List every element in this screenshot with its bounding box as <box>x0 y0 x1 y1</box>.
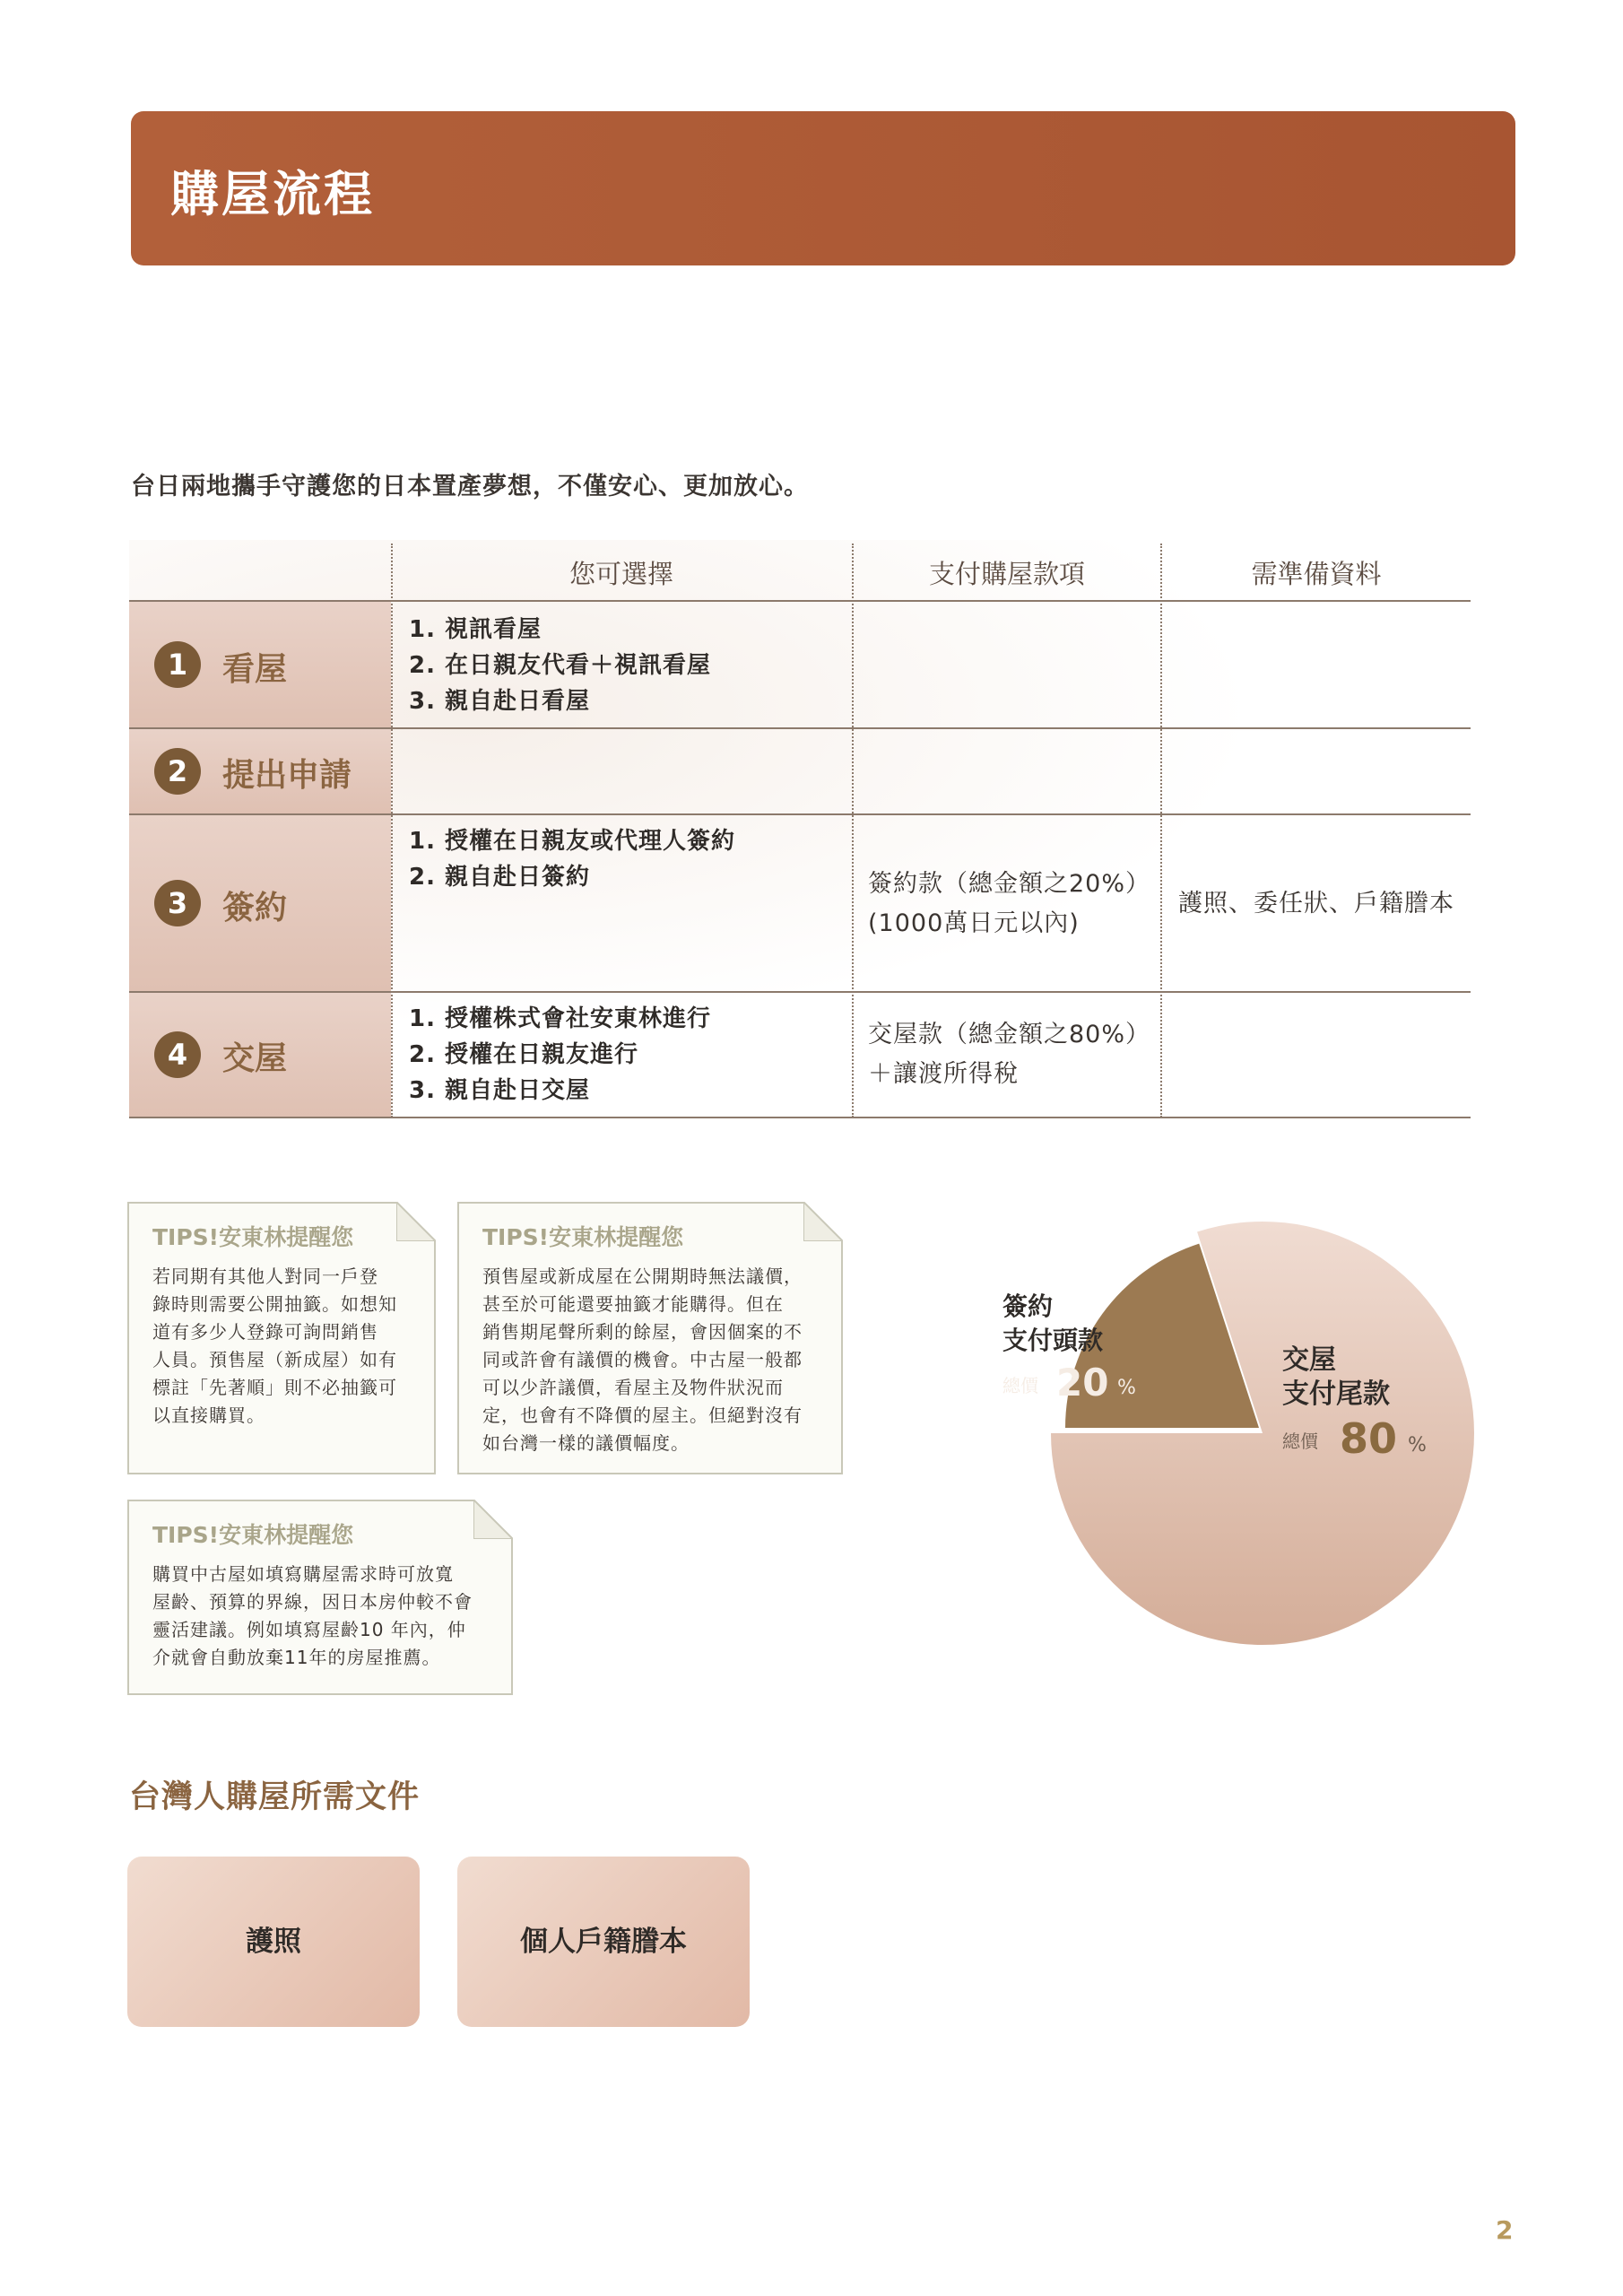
payment-line: ＋讓渡所得稅 <box>868 1060 1019 1088</box>
tip-line: 可以少許議價，看屋主及物件狀況而 <box>482 1377 784 1398</box>
payment-line: 簽約款（總金額之20%） <box>868 870 1151 898</box>
tip-line: 介就會自動放棄11年的房屋推薦。 <box>152 1647 441 1668</box>
intro-text: 台日兩地攜手守護您的日本置產夢想，不僅安心、更加放心。 <box>131 473 809 500</box>
step-number-badge: 4 <box>154 1031 201 1078</box>
final-payment-label-2: 支付尾款 <box>1282 1378 1390 1410</box>
tip-line: 標註「先著順」則不必抽籤可 <box>152 1377 397 1398</box>
tip-line: 道有多少人登錄可詢問銷售 <box>152 1321 378 1343</box>
tip-line: 如台灣一樣的議價幅度。 <box>482 1432 690 1454</box>
page-fold-icon <box>803 1202 843 1241</box>
tip-line: 人員。預售屋（新成屋）如有 <box>152 1349 397 1370</box>
header-banner <box>131 111 1515 265</box>
step-1-options <box>409 612 711 719</box>
option-item: 1. 授權在日親友或代理人簽約 <box>409 828 736 855</box>
down-payment-label-2: 支付頭款 <box>1002 1326 1104 1355</box>
step-number-badge: 1 <box>154 641 201 688</box>
document-card-passport: 護照 <box>127 1857 420 2027</box>
step-name: 看屋 <box>222 651 288 688</box>
final-payment-unit: % <box>1408 1434 1427 1457</box>
table-divider <box>129 600 1471 602</box>
documents-section-title: 台灣人購屋所需文件 <box>129 1779 421 1815</box>
column-header-payment: 支付購屋款項 <box>928 559 1085 589</box>
step-number-badge: 2 <box>154 748 201 795</box>
tip-title: TIPS!安東林提醒您 <box>482 1224 684 1250</box>
tip-line: 若同期有其他人對同一戶登 <box>152 1265 378 1287</box>
down-payment-unit: % <box>1117 1377 1136 1399</box>
step-name: 簽約 <box>222 890 288 926</box>
step-1-label <box>129 601 391 728</box>
tip-line: 甚至於可能還要抽籤才能購得。但在 <box>482 1293 784 1315</box>
column-header-documents: 需準備資料 <box>1251 559 1382 589</box>
tip-body <box>482 1263 803 1457</box>
option-item: 2. 授權在日親友進行 <box>409 1041 639 1068</box>
tip-line: 銷售期尾聲所剩的餘屋，會因個案的不 <box>482 1321 803 1343</box>
option-item: 2. 親自赴日簽約 <box>409 864 591 891</box>
tip-line: 預售屋或新成屋在公開期時無法議價， <box>482 1265 803 1287</box>
tip-box <box>457 1202 843 1474</box>
tip-body <box>152 1263 397 1430</box>
tip-line: 靈活建議。例如填寫屋齡10 年內，仲 <box>152 1619 466 1640</box>
tip-line: 購買中古屋如填寫購屋需求時可放寬 <box>152 1563 454 1585</box>
table-divider <box>129 991 1471 993</box>
table-divider <box>129 813 1471 815</box>
table-divider <box>129 727 1471 729</box>
step-4-options <box>409 1001 711 1109</box>
page-number: 2 <box>1496 2215 1514 2245</box>
tip-box <box>127 1500 513 1695</box>
document-card-household-registration: 個人戶籍謄本 <box>457 1857 750 2027</box>
step-3-options <box>409 823 735 895</box>
payment-pie-chart <box>959 1202 1497 1650</box>
tip-title: TIPS!安東林提醒您 <box>152 1224 354 1250</box>
column-header-options: 您可選擇 <box>568 559 673 589</box>
down-payment-value: 20 <box>1056 1361 1109 1405</box>
option-item: 2. 在日親友代看＋視訊看屋 <box>409 652 712 679</box>
final-payment-value: 80 <box>1340 1414 1398 1463</box>
option-item: 1. 視訊看屋 <box>409 616 542 643</box>
page-fold-icon <box>396 1202 436 1241</box>
step-number-badge: 3 <box>154 880 201 926</box>
step-4-payment <box>868 1015 1150 1094</box>
option-item: 3. 親自赴日交屋 <box>409 1077 591 1104</box>
step-name: 提出申請 <box>222 757 352 794</box>
final-payment-prefix: 總價 <box>1282 1431 1318 1452</box>
tip-line: 錄時則需要公開抽籤。如想知 <box>152 1293 397 1315</box>
column-divider <box>1160 544 1162 1118</box>
tip-line: 屋齡、預算的界線，因日本房仲較不會 <box>152 1591 473 1613</box>
option-item: 1. 授權株式會社安東林進行 <box>409 1005 712 1032</box>
tip-line: 以直接購買。 <box>152 1405 265 1426</box>
tip-line: 定，也會有不降價的屋主。但絕對沒有 <box>482 1405 803 1426</box>
step-3-documents: 護照、委任狀、戶籍謄本 <box>1178 890 1454 918</box>
table-divider <box>129 1117 1471 1118</box>
column-divider <box>391 544 393 1118</box>
pie-slice-final-payment <box>1051 1222 1474 1645</box>
step-3-label <box>129 814 391 992</box>
page-title: 購屋流程 <box>170 166 375 222</box>
step-4-label <box>129 992 391 1118</box>
tip-title: TIPS!安東林提醒您 <box>152 1522 354 1548</box>
final-payment-label-1: 交屋 <box>1282 1344 1336 1376</box>
payment-line: (1000萬日元以內) <box>868 909 1080 937</box>
down-payment-label-1: 簽約 <box>1002 1292 1054 1321</box>
step-2-label <box>129 728 391 814</box>
column-divider <box>852 544 854 1118</box>
option-item: 3. 親自赴日看屋 <box>409 688 591 715</box>
page-fold-icon <box>473 1500 513 1539</box>
down-payment-prefix: 總價 <box>1002 1375 1038 1396</box>
tip-body <box>152 1561 473 1672</box>
payment-line: 交屋款（總金額之80%） <box>868 1021 1151 1048</box>
step-3-payment <box>868 865 1150 944</box>
tip-line: 同或許會有議價的機會。中古屋一般都 <box>482 1349 803 1370</box>
tip-box <box>127 1202 436 1474</box>
step-name: 交屋 <box>222 1040 288 1077</box>
